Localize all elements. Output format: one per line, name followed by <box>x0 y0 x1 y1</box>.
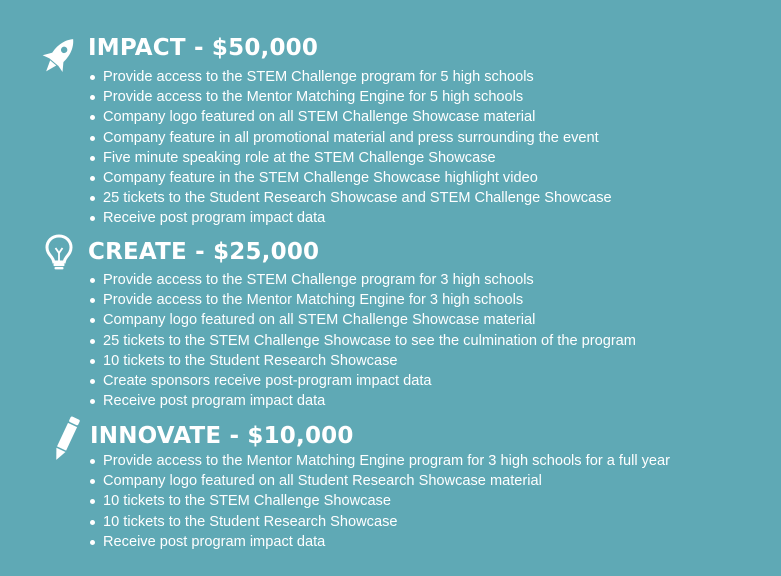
benefit-item: 25 tickets to the Student Research Showcase and STEM Challenge Showcase <box>88 188 612 208</box>
tier-title-innovate: INNOVATE - $10,000 <box>90 423 354 449</box>
benefit-item: Provide access to the Mentor Matching Engine for 3 high schools <box>88 290 636 310</box>
tier-title-create: CREATE - $25,000 <box>88 239 320 265</box>
benefit-item: Five minute speaking role at the STEM Challenge Showcase <box>88 148 612 168</box>
benefit-item: Company logo featured on all Student Research Showcase material <box>88 471 670 491</box>
benefit-item: Create sponsors receive post-program impact data <box>88 371 636 391</box>
benefit-item: Receive post program impact data <box>88 208 612 228</box>
benefit-item: Provide access to the STEM Challenge program for 3 high schools <box>88 270 636 290</box>
benefit-item: Provide access to the Mentor Matching Engine for 5 high schools <box>88 87 612 107</box>
benefit-item: Provide access to the Mentor Matching Engine program for 3 high schools for a full year <box>88 451 670 471</box>
benefit-list-create <box>88 270 636 411</box>
benefit-list-impact <box>88 67 612 229</box>
benefit-item: 10 tickets to the Student Research Showcase <box>88 512 670 532</box>
benefit-item: Receive post program impact data <box>88 391 636 411</box>
benefit-list-innovate <box>88 451 670 552</box>
benefit-item: 10 tickets to the Student Research Showcase <box>88 351 636 371</box>
benefit-item: Company logo featured on all STEM Challenge Showcase material <box>88 310 636 330</box>
benefit-item: Company feature in the STEM Challenge Showcase highlight video <box>88 168 612 188</box>
benefit-item: Provide access to the STEM Challenge program for 5 high schools <box>88 67 612 87</box>
rocket-icon <box>38 32 80 80</box>
lightbulb-icon <box>45 234 73 272</box>
benefit-item: Company logo featured on all STEM Challenge Showcase material <box>88 107 612 127</box>
benefit-item: 10 tickets to the STEM Challenge Showcase <box>88 491 670 511</box>
benefit-item: Company feature in all promotional material and press surrounding the event <box>88 128 612 148</box>
benefit-item: Receive post program impact data <box>88 532 670 552</box>
tier-title-impact: IMPACT - $50,000 <box>88 35 319 61</box>
pencil-icon <box>50 414 82 464</box>
benefit-item: 25 tickets to the STEM Challenge Showcase to see the culmination of the program <box>88 331 636 351</box>
